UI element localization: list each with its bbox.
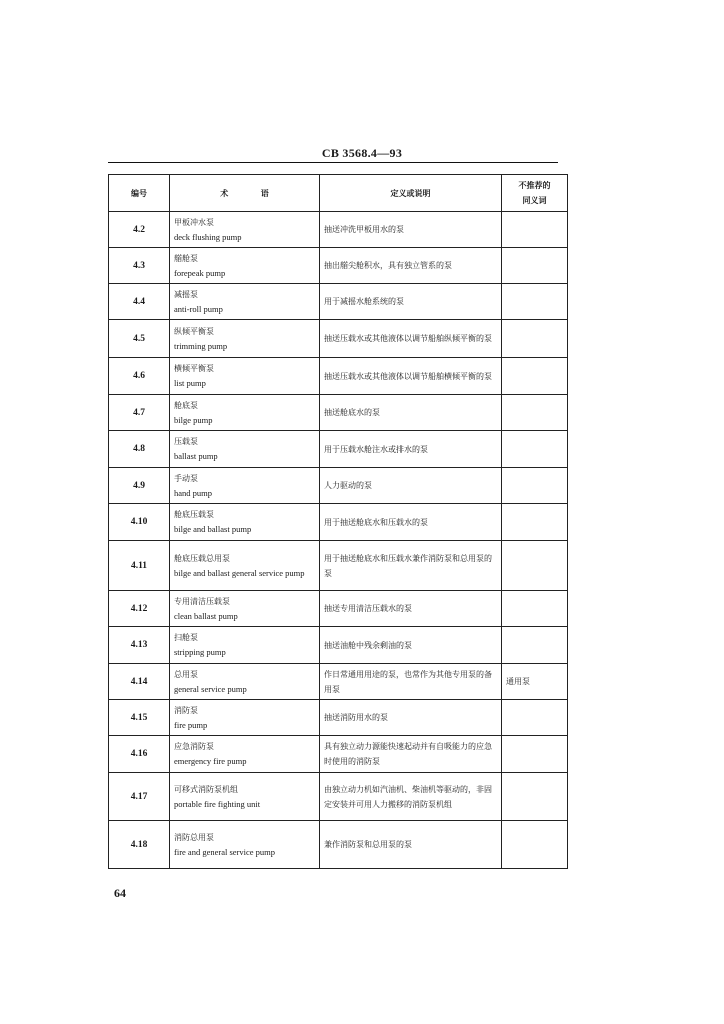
term-cell (170, 591, 320, 627)
term-definition: 抽送消防用水的泵 (320, 700, 502, 736)
term-chinese: 总用泵 (174, 669, 198, 679)
term-number: 4.17 (109, 773, 170, 821)
header-term-right: 语 (260, 187, 269, 198)
term-definition: 人力驱动的泵 (320, 468, 502, 504)
term-chinese: 可移式消防泵机组 (174, 784, 238, 794)
table-row (109, 468, 568, 504)
term-not-recommended-synonym (502, 773, 568, 821)
term-not-recommended-synonym (502, 395, 568, 431)
term-cell (170, 736, 320, 773)
table-body (109, 212, 568, 869)
term-cell (170, 773, 320, 821)
term-number: 4.6 (109, 358, 170, 395)
term-number: 4.13 (109, 627, 170, 664)
table-row (109, 627, 568, 664)
term-not-recommended-synonym (502, 358, 568, 395)
term-number: 4.2 (109, 212, 170, 248)
term-not-recommended-synonym (502, 821, 568, 869)
table-row (109, 284, 568, 320)
header-not-recommended (502, 175, 568, 212)
term-english: list pump (174, 378, 206, 388)
term-cell (170, 821, 320, 869)
term-chinese: 扫舱泵 (174, 633, 198, 642)
term-number: 4.10 (109, 504, 170, 541)
table-row (109, 212, 568, 248)
term-english: bilge and ballast pump (174, 524, 252, 534)
term-cell (170, 700, 320, 736)
term-number: 4.5 (109, 320, 170, 358)
term-cell (170, 284, 320, 320)
term-not-recommended-synonym (502, 627, 568, 664)
term-not-recommended-synonym (502, 504, 568, 541)
term-english: ballast pump (174, 451, 218, 461)
term-definition: 抽送冲洗甲板用水的泵 (320, 212, 502, 248)
term-chinese: 专用清洁压载泵 (174, 596, 230, 606)
term-chinese: 艏舱泵 (174, 253, 198, 263)
term-english: general service pump (174, 683, 247, 694)
term-definition: 用于压载水舱注水或排水的泵 (320, 431, 502, 468)
term-cell (170, 541, 320, 591)
term-number: 4.9 (109, 468, 170, 504)
header-definition: 定义或说明 (320, 175, 502, 212)
term-not-recommended-synonym (502, 736, 568, 773)
term-definition: 具有独立动力源能快速起动并有自吸能力的应急时使用的消防泵 (320, 736, 502, 773)
term-chinese: 纵倾平衡泵 (174, 326, 214, 336)
term-chinese: 消防泵 (174, 705, 198, 715)
term-definition: 作日常通用用途的泵，也常作为其他专用泵的备用泵 (320, 664, 502, 700)
term-english: trimming pump (174, 340, 228, 351)
term-english: forepeak pump (174, 267, 226, 278)
term-not-recommended-synonym (502, 320, 568, 358)
term-english: deck flushing pump (174, 231, 242, 242)
term-cell (170, 212, 320, 248)
term-cell (170, 358, 320, 395)
term-english: stripping pump (174, 647, 226, 657)
header-term (170, 175, 320, 212)
term-not-recommended-synonym (502, 468, 568, 504)
term-definition: 用于减摇水舱系统的泵 (320, 284, 502, 320)
term-chinese: 舱底泵 (174, 400, 198, 410)
term-not-recommended-synonym: 通用泵 (502, 664, 568, 700)
term-not-recommended-synonym (502, 431, 568, 468)
table-row (109, 591, 568, 627)
term-not-recommended-synonym (502, 284, 568, 320)
term-english: fire and general service pump (174, 846, 276, 857)
header-number: 编号 (109, 175, 170, 212)
standard-code: CB 3568.4—93 (321, 146, 403, 160)
term-number: 4.7 (109, 395, 170, 431)
term-english: portable fire fighting unit (174, 798, 261, 809)
table-row (109, 431, 568, 468)
term-number: 4.14 (109, 664, 170, 700)
term-chinese: 甲板冲水泵 (174, 217, 214, 227)
term-definition: 用于抽送舱底水和压载水兼作消防泵和总用泵的泵 (320, 541, 502, 591)
term-chinese: 压载泵 (174, 437, 198, 446)
header-term-left: 术 (220, 187, 229, 198)
term-number: 4.16 (109, 736, 170, 773)
term-chinese: 减摇泵 (174, 289, 198, 299)
term-english: clean ballast pump (174, 610, 238, 621)
table-row (109, 821, 568, 869)
table-row (109, 395, 568, 431)
term-definition: 用于抽送舱底水和压载水的泵 (320, 504, 502, 541)
table-row (109, 504, 568, 541)
term-definition: 由独立动力机如汽油机、柴油机等驱动的，非固定安装并可用人力搬移的消防泵机组 (320, 773, 502, 821)
term-number: 4.12 (109, 591, 170, 627)
term-cell (170, 395, 320, 431)
term-cell (170, 320, 320, 358)
terms-table (108, 174, 568, 869)
table-row (109, 700, 568, 736)
term-definition: 抽送压载水或其他液体以调节船舶纵倾平衡的泵 (320, 320, 502, 358)
term-definition: 抽送专用清洁压载水的泵 (320, 591, 502, 627)
term-number: 4.18 (109, 821, 170, 869)
term-number: 4.8 (109, 431, 170, 468)
table-row (109, 541, 568, 591)
term-number: 4.11 (109, 541, 170, 591)
term-not-recommended-synonym (502, 248, 568, 284)
term-chinese: 手动泵 (174, 473, 198, 483)
term-english: hand pump (174, 487, 213, 498)
header-rule (108, 162, 558, 163)
term-chinese: 应急消防泵 (174, 742, 214, 751)
term-not-recommended-synonym (502, 212, 568, 248)
term-not-recommended-synonym (502, 700, 568, 736)
term-cell (170, 431, 320, 468)
term-number: 4.15 (109, 700, 170, 736)
term-chinese: 横倾平衡泵 (174, 364, 214, 373)
term-english: fire pump (174, 719, 208, 730)
term-not-recommended-synonym (502, 591, 568, 627)
page-number: 64 (114, 886, 126, 900)
term-definition: 抽送舱底水的泵 (320, 395, 502, 431)
table-row (109, 248, 568, 284)
header-not-recommended-line1: 不推荐的 (518, 180, 551, 190)
term-number: 4.3 (109, 248, 170, 284)
term-english: anti-roll pump (174, 303, 223, 314)
term-definition: 抽送压载水或其他液体以调节船舶横倾平衡的泵 (320, 358, 502, 395)
term-english: emergency fire pump (174, 756, 247, 766)
term-english: bilge and ballast general service pump (174, 567, 305, 578)
term-chinese: 消防总用泵 (174, 832, 214, 842)
table-row (109, 320, 568, 358)
term-cell (170, 468, 320, 504)
term-cell (170, 248, 320, 284)
term-not-recommended-synonym (502, 541, 568, 591)
term-chinese: 舱底压载泵 (174, 510, 214, 519)
term-number: 4.4 (109, 284, 170, 320)
table-row (109, 773, 568, 821)
table-row (109, 358, 568, 395)
term-definition: 抽送油舱中残余剩油的泵 (320, 627, 502, 664)
term-chinese: 舱底压载总用泵 (174, 553, 230, 563)
table-header-row (109, 175, 568, 212)
term-cell (170, 627, 320, 664)
term-cell (170, 504, 320, 541)
term-english: bilge pump (174, 414, 213, 425)
term-cell (170, 664, 320, 700)
table-row (109, 664, 568, 700)
term-definition: 抽出艏尖舱积水，具有独立管系的泵 (320, 248, 502, 284)
term-definition: 兼作消防泵和总用泵的泵 (320, 821, 502, 869)
table-row (109, 736, 568, 773)
header-not-recommended-line2: 同义词 (522, 195, 547, 205)
